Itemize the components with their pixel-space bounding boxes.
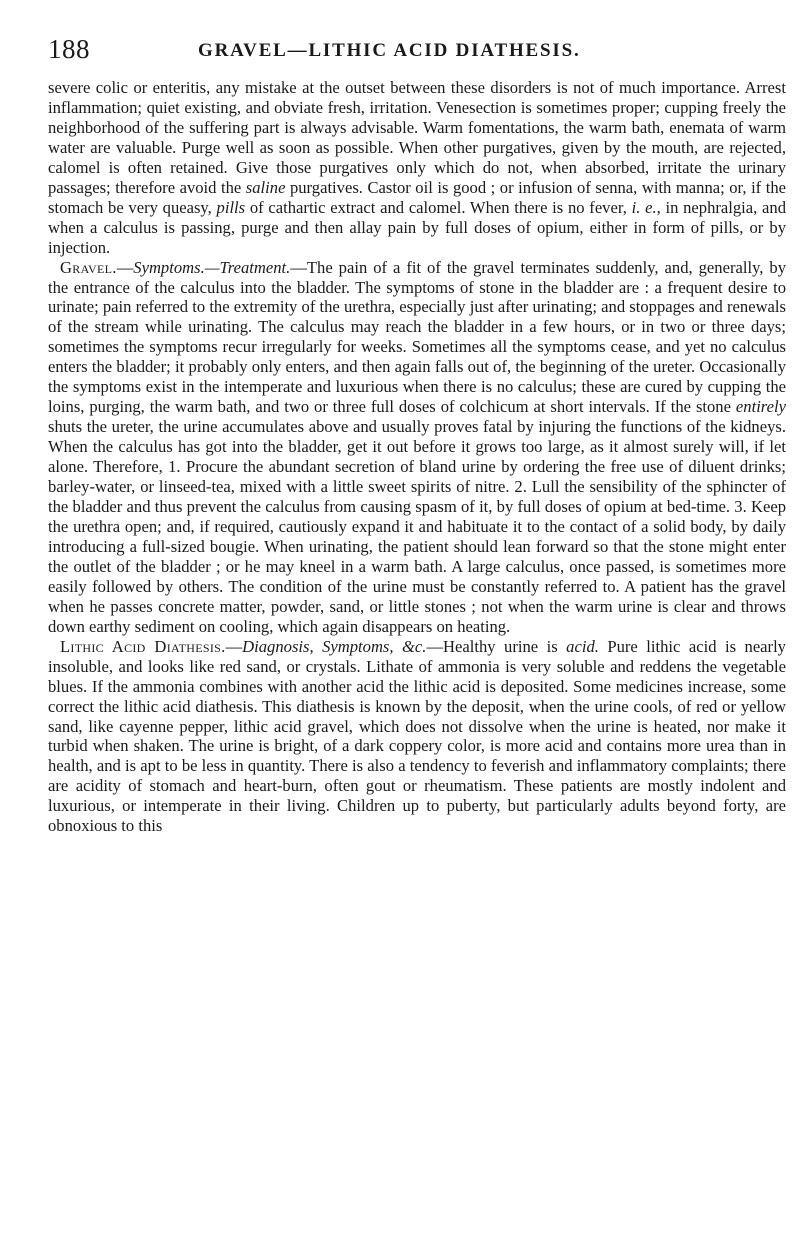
running-title: GRAVEL—LITHIC ACID DIATHESIS. [198,40,581,61]
text-run: —Healthy urine is [426,636,567,656]
text-run: — [116,257,134,277]
book-page [48,34,786,1234]
text-run-italic: entirely [735,397,786,417]
text-run: Pure lithic acid is nearly insoluble, and looks like red sand, or crystals. Lithate of ammonia is very soluble and reddens the vegetable blues. If the ammonia combines with another acid the lithic acid is deposited. Some medicines increase, some correct the lithic acid diathesis. This diathesis is known by the deposit, when the urine cools, of red or yellow sand, like cayenne pepper, lithic acid gravel, which does not dissolve when the urine is heated, nor make it turbid when shaken. The urine is bright, of a dark coppery color, is more acid and contains more urea than in health, and is apt to be less in quantity. There is also a tendency to feverish and inflammatory complaints; there are acidity of stomach and heart-burn, often gout or rheumatism. These patients are mostly indolent and luxurious, or intemperate in their living. Children up to puberty, but particularly adults beyond forty, are obnoxious to this [48,636,786,836]
text-run: purgatives. Castor oil is good ; or infusion of senna, with manna; or, if the stomach be very queasy, [48,177,787,217]
text-run-italic: i. e. [631,197,657,217]
page-number: 188 [48,34,90,64]
body-text [48,78,786,836]
text-run-italic: saline [245,177,286,197]
text-run: shuts the ureter, the urine accumulates above and usually proves fatal by injuring the functions of the kidneys. When the calculus has got into the bladder, get it out before it grows too large, as it almost surely will, if let alone. Therefore, 1. Procure the abundant secretion of bland urine by ordering the free use of diluent drinks; barley-water, or linseed-tea, mixed with a little sweet spirits of nitre. 2. Lull the sensibility of the sphincter of the bladder and thus prevent the calculus from causing spasm of it, by full doses of opium at bed-time. 3. Keep the urethra open; and, if required, cautiously expand it and habituate it to the contact of a solid body, by daily introducing a full-sized bougie. When urinating, the patient should lean forward so that the stone might enter the outlet of the bladder ; or he may kneel in a warm bath. A large calculus, once passed, is sometimes more easily followed by others. The condition of the urine must be constantly referred to. A patient has the gravel when he passes concrete matter, powder, sand, or little stones ; not when the warm urine is clear and throws down earthy sediment on cooling, which again disappears on heating. [48,417,786,636]
section-subheading-italic: Symptoms.—Treatment. [133,257,291,277]
text-run: — [225,636,243,656]
section-heading-gravel: Gravel. [60,257,117,277]
text-run: of cathartic extract and calomel. When there is no fever, [245,197,632,217]
text-run: —The pain of a fit of the gravel terminates suddenly, and, generally, by the entrance of the calculus into the bladder. The symptoms of stone in the bladder are : a frequent desire to urinate; pain referred to the extremity of the urethra, especially just after urinating; and stoppages and renewals of the stream while urinating. The calculus may reach the bladder in a few hours, or in two or three days; sometimes the symptoms recur irregularly for weeks. Sometimes all the symptoms cease, and yet no calculus enters the bladder; it probably only enters, and then again falls out of, the beginning of the ureter. Occasionally the symptoms exist in the intemperate and luxurious when there is no calculus; these are cured by cupping the loins, purging, the warm bath, and two or three full doses of colchicum at short intervals. If the stone [48,257,786,417]
text-run-italic: acid. [566,636,599,656]
running-header [48,34,786,74]
paragraph-gravel [48,258,786,637]
paragraph-colic-treatment [48,78,786,258]
text-run-italic: pills [216,197,246,217]
section-heading-lithic-acid: Lithic Acid Diathesis. [60,636,226,656]
paragraph-lithic-acid [48,637,786,837]
section-subheading-italic: Diagnosis, Symptoms, &c. [242,636,427,656]
text-run: , in nephralgia, and when a calculus is passing, purge and then allay pain by full doses of opium, either in form of pills, or by injection. [48,197,786,257]
text-run: severe colic or enteritis, any mistake at the outset between these disorders is not of much importance. Arrest inflammation; quiet existing, and obviate fresh, irritation. Venesection is sometimes proper; cupping freely the neighborhood of the suffering part is always advisable. Warm fomentations, the warm bath, enemata of warm water are valuable. Purge well as soon as possible. When other purgatives, given by the mouth, are rejected, calomel is often retained. Give those purgatives only which do not, when absorbed, irritate the urinary passages; therefore avoid the [48,78,786,197]
